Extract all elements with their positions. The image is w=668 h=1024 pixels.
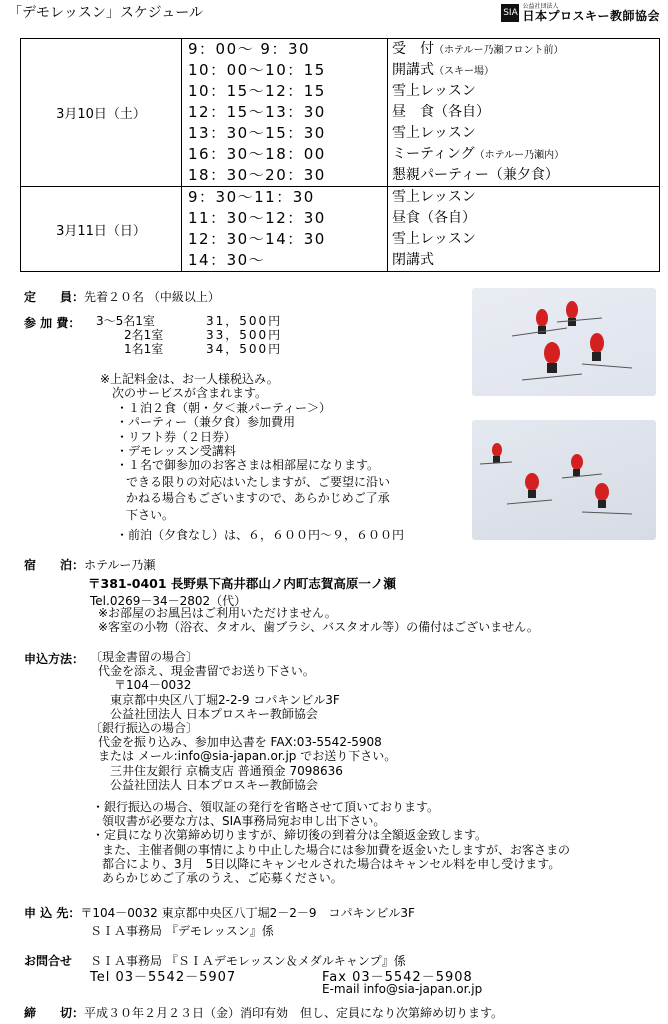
fee-table (96, 314, 282, 356)
schedule-date: 3月10日（土） (21, 39, 182, 187)
inquiry-line1: ＳＩＡ事務局 『ＳＩＡデモレッスン＆メダルキャンプ』係 (90, 954, 406, 968)
schedule-event: 雪上レッスン (392, 83, 476, 99)
fee-row: 3～5名1室 31，500円 (96, 314, 283, 328)
schedule-time: 18：30～20：30 (188, 166, 326, 184)
capacity-label: 定 員： (24, 290, 85, 304)
ski-photo-1 (472, 288, 656, 396)
lodging-name: ホテルー乃瀬 (84, 558, 156, 572)
inquiry-fax: Fax 03－5542－5908 (322, 970, 473, 985)
destination-line1: 〒104－0032 東京都中央区八丁堀2－2－9 コパキンビル3F (80, 906, 415, 920)
inquiry-label: お問合せ (24, 954, 73, 968)
schedule-event: ミーティング（ホテルー乃瀬内） (392, 146, 565, 162)
schedule-time: 16：30～18：00 (188, 145, 326, 163)
schedule-event: 雪上レッスン (392, 231, 476, 247)
schedule-events (388, 187, 660, 272)
skiers-photo-icon (472, 288, 656, 396)
fee-notes: ※上記料金は、お一人様税込み。 次のサービスが含まれます。 ・１泊２食（朝・夕＜兼パーティー＞） ・パーティー（兼夕食）参加費用 ・リフト券（２日券） ・デモレッスン受講料 ・１名で御参加のお客さまは相部屋になります。 できる限りの対応はいたしますが、ご要望に沿い かねる場合もございますので、あらかじめご了承 下さい。 ・前泊（夕食なし）は、６，６００円～９，６００円 (100, 372, 405, 543)
organization-logo (501, 4, 660, 22)
fee-row: 2名1室 33，500円 (124, 328, 283, 342)
skiers-photo-icon (472, 420, 656, 540)
schedule-event: 雪上レッスン (392, 189, 476, 205)
schedule-time: 13：30～15：30 (188, 124, 326, 142)
application-details: 〔現金書留の場合〕 代金を添え、現金書留でお送り下さい。 〒104－0032 東京都中央区八丁堀2-2-9 コパキンビル3F 公益社団法人 日本プロスキー教師協会 〔銀行振込の場合〕 代金を振り込み、参加申込書を FAX:03-5542-5908 または メール:info@sia-japan.or.jp でお送り下さい。 三井住友銀行 京橋支店 普通預金 7098636 公益社団法人 日本プロスキー教師協会 (90, 650, 397, 792)
deadline-row (24, 1004, 503, 1021)
schedule-time: 10：15～12：15 (188, 82, 326, 100)
lodging-row (24, 556, 155, 573)
lodging-address: 〒381-0401 長野県下高井郡山ノ内町志賀高原一ノ瀬 (88, 576, 396, 591)
page-title: 「デモレッスン」スケジュール (8, 5, 204, 21)
schedule-event: 受 付（ホテルー乃瀬フロント前） (392, 41, 564, 57)
schedule-event: 雪上レッスン (392, 125, 476, 141)
lodging-notes: ※お部屋のお風呂はご利用いただけません。 ※客室の小物（浴衣、タオル、歯ブラシ、バスタオル等）の備付はございません。 (98, 606, 539, 634)
lodging-label: 宿 泊： (24, 558, 85, 572)
schedule-date: 3月11日（日） (21, 187, 182, 272)
lodging-tel: Tel.0269－34－2802（代） (90, 594, 247, 608)
schedule-time: 10：00～10：15 (188, 61, 326, 79)
logo-mark-icon: SIA (501, 4, 519, 22)
application-notes: ・銀行振込の場合、領収証の発行を省略させて頂いております。 領収書が必要な方は、SIA事務局宛お申し出下さい。 ・定員になり次第締め切りますが、締切後の到着分は全額返金致します。 また、主催者側の事情により中止した場合には参加費を返金いたしますが、お客さまの 都合により、3月 5日以降にキャンセルされた場合はキャンセル料を申し受けます。 あらかじめご了承のうえ、ご応募ください。 (92, 800, 571, 886)
schedule-event: 昼 食（各自） (392, 104, 490, 120)
schedule-event: 昼食（各自） (392, 210, 476, 226)
schedule-time: 12：15～13：30 (188, 103, 326, 121)
fee-label: 参 加 費： (24, 316, 81, 330)
schedule-time: 9：30～11：30 (188, 188, 315, 206)
schedule-events (388, 39, 660, 187)
logo-name: 日本プロスキー教師協会 (522, 9, 660, 23)
capacity-value: 先着２０名 （中級以上） (84, 290, 220, 304)
schedule-time: 11：30～12：30 (188, 209, 326, 227)
destination-line2: ＳＩＡ事務局 『デモレッスン』係 (90, 924, 274, 938)
schedule-event: 閉講式 (392, 252, 434, 268)
application-label: 申込方法： (24, 652, 85, 666)
destination-row (24, 904, 415, 921)
schedule-times (182, 39, 388, 187)
inquiry-email: E-mail info@sia-japan.or.jp (322, 982, 483, 996)
logo-subtitle: 公益社団法人 (522, 3, 559, 10)
fee-row: 1名1室 34，500円 (124, 342, 283, 356)
schedule-time: 12：30～14：30 (188, 230, 326, 248)
inquiry-tel: Tel 03－5542－5907 (90, 970, 237, 985)
schedule-event: 開講式（スキー場） (392, 62, 494, 78)
capacity-row (24, 288, 220, 305)
schedule-table (20, 38, 660, 272)
deadline-value: 平成３０年２月２３日（金）消印有効 但し、定員になり次第締め切ります。 (84, 1006, 504, 1020)
schedule-event: 懇親パーティー（兼夕食） (392, 167, 559, 183)
schedule-times (182, 187, 388, 272)
deadline-label: 締 切： (24, 1006, 85, 1020)
schedule-day-1 (21, 39, 660, 187)
destination-label: 申 込 先： (24, 906, 81, 920)
schedule-time: 9：00～ 9：30 (188, 40, 311, 58)
schedule-time: 14：30～ (188, 251, 266, 269)
schedule-day-2 (21, 187, 660, 272)
ski-photo-2 (472, 420, 656, 540)
